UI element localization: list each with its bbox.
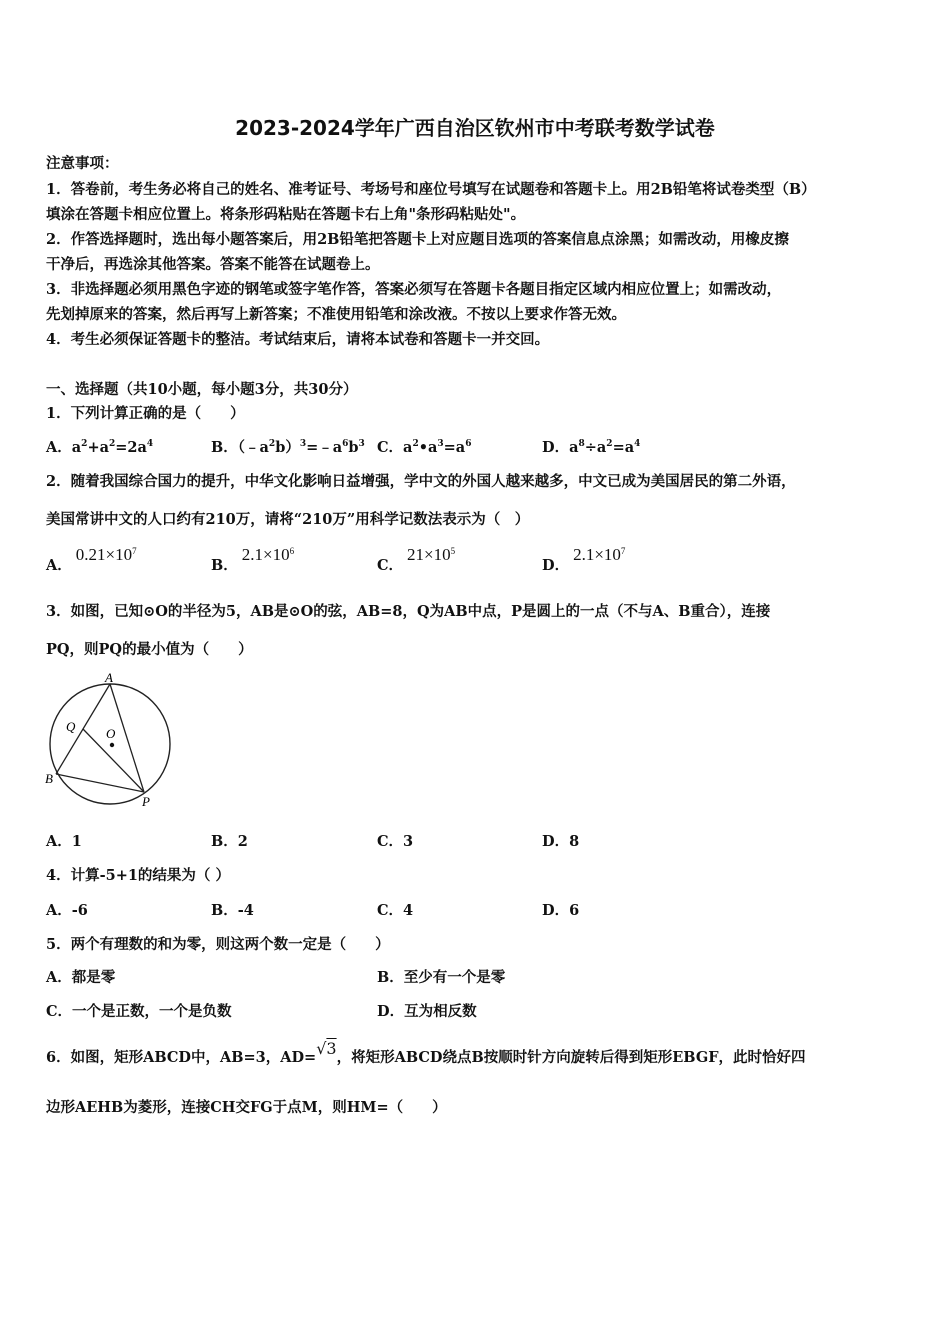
q2-option-c: C．$21\times 10^5$ xyxy=(377,545,456,574)
q3-option-d: D．8 xyxy=(542,833,580,850)
label-b: B xyxy=(45,771,53,786)
q1-option-b: B．$(﹣a^2b)^3=﹣a^6b^3$ xyxy=(211,439,365,456)
q5-option-b: B．至少有一个是零 xyxy=(377,969,506,986)
sqrt-symbol: √3 xyxy=(316,1039,337,1058)
notice-line: 填涂在答题卡相应位置上。将条形码粘贴在答题卡右上角"条形码粘贴处"。 xyxy=(46,206,526,223)
section-heading: 一、选择题（共10小题，每小题3分，共30分） xyxy=(46,381,358,398)
q5-option-a: A．都是零 xyxy=(46,969,116,986)
q5-stem: 5．两个有理数的和为零，则这两个数一定是（ ） xyxy=(46,936,390,953)
notice-line: 1．答卷前，考生务必将自己的姓名、准考证号、考场号和座位号填写在试题卷和答题卡上。用2B铅笔将试卷类型（B） xyxy=(46,181,816,198)
label-p: P xyxy=(142,794,150,809)
q2-option-a: A．$0.21\times 10^7$ xyxy=(46,545,137,574)
q2-option-d: D．$2.1\times 10^7$ xyxy=(542,545,626,574)
q3-stem-line1: 3．如图，已知⊙O的半径为5，AB是⊙O的弦，AB=8，Q为AB中点，P是圆上的一点（不与A、B重合），连接 xyxy=(46,603,771,620)
notice-line: 干净后，再选涂其他答案。答案不能答在试题卷上。 xyxy=(46,256,380,273)
q3-stem-line2: PQ，则PQ的最小值为（ ） xyxy=(46,641,253,658)
q3-option-a: A．1 xyxy=(46,833,82,850)
q2-option-b: B．$2.1\times 10^6$ xyxy=(211,545,295,574)
q6-stem-line1: 6．如图，矩形ABCD中，AB=3，AD=√3，将矩形ABCD绕点B按顺时针方向旋转后得到矩形EBGF，此时恰好四 xyxy=(46,1039,806,1066)
q6-stem-line2: 边形AEHB为菱形，连接CH交FG于点M，则HM=（ ） xyxy=(46,1099,447,1116)
q2-stem-line2: 美国常讲中文的人口约有210万，请将“210万”用科学记数法表示为（ ） xyxy=(46,511,530,528)
q4-option-d: D．6 xyxy=(542,902,580,919)
q3-option-b: B．2 xyxy=(211,833,248,850)
circle-figure xyxy=(44,670,176,814)
segment-bp xyxy=(56,774,144,792)
q4-option-a: A．-6 xyxy=(46,902,88,919)
q4-stem: 4．计算-5+1的结果为（ ） xyxy=(46,867,230,884)
q1-option-c: C．$a^2•a^3=a^6$ xyxy=(377,439,472,456)
label-o: O xyxy=(106,726,116,741)
label-q: Q xyxy=(66,719,76,734)
q5-option-c: C．一个是正数，一个是负数 xyxy=(46,1003,232,1020)
center-point xyxy=(110,743,114,747)
q4-option-c: C．4 xyxy=(377,902,414,919)
q3-option-c: C．3 xyxy=(377,833,414,850)
q2-stem-line1: 2．随着我国综合国力的提升，中华文化影响日益增强，学中文的外国人越来越多，中文已成为美国居民的第二外语， xyxy=(46,473,796,490)
q4-option-b: B．-4 xyxy=(211,902,254,919)
notice-line: 2．作答选择题时，选出每小题答案后，用2B铅笔把答题卡上对应题目选项的答案信息点涂黑；如需改动，用橡皮擦 xyxy=(46,231,789,248)
q5-option-d: D．互为相反数 xyxy=(377,1003,477,1020)
q1-option-a: A．$a^2+a^2=2a^4$ xyxy=(46,439,154,456)
notice-line: 4．考生必须保证答题卡的整洁。考试结束后，请将本试卷和答题卡一并交回。 xyxy=(46,331,550,348)
circle-o xyxy=(50,684,170,804)
label-a: A xyxy=(105,670,113,685)
notice-line: 先划掉原来的答案，然后再写上新答案；不准使用铅笔和涂改液。不按以上要求作答无效。 xyxy=(46,306,626,323)
notice-heading: 注意事项： xyxy=(46,155,119,172)
q1-stem: 1．下列计算正确的是（ ） xyxy=(46,405,245,422)
notice-line: 3．非选择题必须用黑色字迹的钢笔或签字笔作答，答案必须写在答题卡各题目指定区域内相应位置上；如需改动， xyxy=(46,281,782,298)
q1-option-d: D．$a^8\div a^2=a^4$ xyxy=(542,439,641,456)
page-title: 2023-2024学年广西自治区钦州市中考联考数学试卷 xyxy=(235,116,715,140)
